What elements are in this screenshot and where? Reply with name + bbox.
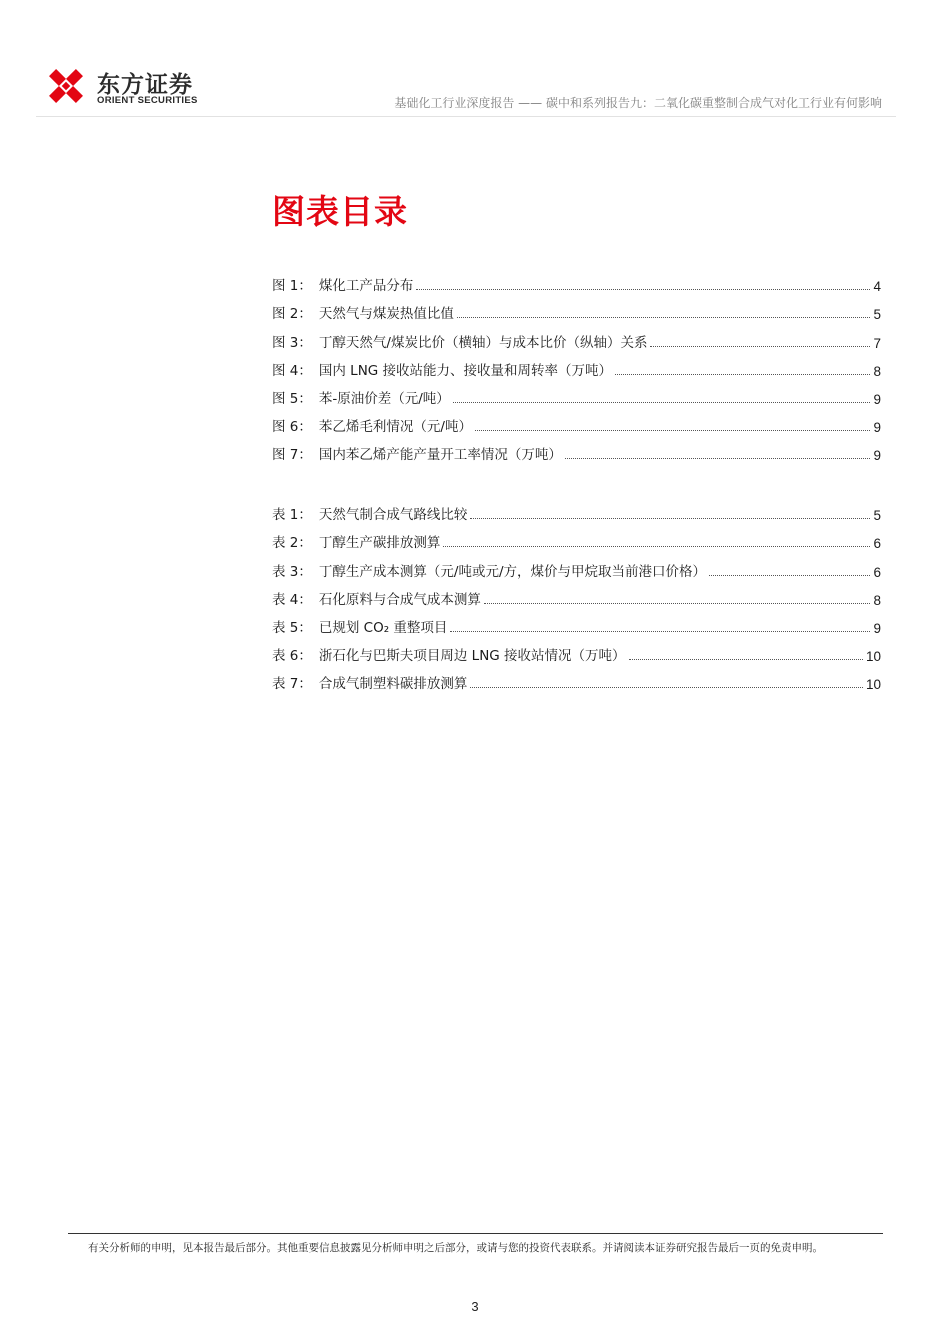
toc-entry-page: 9	[873, 420, 881, 436]
toc-entry[interactable]	[272, 523, 881, 551]
toc-entry-title: 苯乙烯毛利情况（元/吨）	[318, 419, 472, 436]
page-header	[0, 0, 950, 120]
footer-divider	[68, 1233, 883, 1234]
dot-leader	[709, 575, 870, 576]
toc-entry-page: 8	[873, 363, 881, 379]
toc-entry-title: 天然气制合成气路线比较	[318, 507, 468, 524]
toc-entry-page: 9	[873, 620, 881, 636]
toc-entry[interactable]	[272, 608, 881, 636]
toc-entry-title: 石化原料与合成气成本测算	[318, 591, 481, 608]
dot-leader	[443, 546, 870, 547]
toc-entry[interactable]	[272, 580, 881, 608]
toc-entry-label: 图 1：	[272, 278, 312, 295]
toc-entry-title: 国内苯乙烯产能产量开工率情况（万吨）	[318, 447, 562, 464]
footer-disclaimer: 有关分析师的申明，见本报告最后部分。其他重要信息披露见分析师申明之后部分，或请与您的投资代表联系。并请阅读本证券研究报告最后一页的免责申明。	[88, 1242, 823, 1254]
toc-entry-label: 图 2：	[272, 306, 312, 323]
dot-leader	[470, 518, 870, 519]
toc-entry[interactable]	[272, 636, 881, 664]
toc-entry-label: 表 7：	[272, 676, 312, 693]
toc-entry-page: 10	[865, 677, 881, 693]
toc-entry-page: 10	[865, 649, 881, 665]
toc-entry-label: 图 4：	[272, 362, 312, 379]
toc-entry-title: 合成气制塑料碳排放测算	[318, 676, 468, 693]
dot-leader	[615, 374, 870, 375]
toc-entry-label: 表 2：	[272, 535, 312, 552]
toc-entry-page: 5	[873, 508, 881, 524]
toc-entry-label: 表 5：	[272, 619, 312, 636]
dot-leader	[475, 430, 871, 431]
dot-leader	[457, 317, 871, 318]
toc-heading: 图表目录	[272, 192, 408, 231]
toc-entry-title: 丁醇生产成本测算（元/吨或元/方，煤价与甲烷取当前港口价格）	[318, 563, 706, 580]
toc-entry[interactable]	[272, 664, 881, 692]
toc-entry[interactable]	[272, 435, 881, 463]
dot-leader	[470, 687, 863, 688]
report-title: 基础化工行业深度报告 —— 碳中和系列报告九：二氧化碳重整制合成气对化工行业有何影响	[394, 96, 882, 110]
toc-entry[interactable]	[272, 379, 881, 407]
toc-entry-label: 表 6：	[272, 648, 312, 665]
toc-entry[interactable]	[272, 551, 881, 579]
toc-entry[interactable]	[272, 294, 881, 322]
toc-entry-page: 5	[873, 307, 881, 323]
toc-entry-page: 6	[873, 564, 881, 580]
dot-leader	[453, 402, 871, 403]
toc-entry-title: 已规划 CO₂ 重整项目	[318, 619, 448, 636]
dot-leader	[416, 289, 870, 290]
logo-chinese-name: 东方证券	[97, 72, 193, 98]
toc-entry-title: 国内 LNG 接收站能力、接收量和周转率（万吨）	[318, 362, 613, 379]
table-list	[272, 495, 881, 692]
dot-leader	[484, 603, 871, 604]
toc-entry-title: 丁醇生产碳排放测算	[318, 535, 441, 552]
toc-entry-title: 浙石化与巴斯夫项目周边 LNG 接收站情况（万吨）	[318, 648, 626, 665]
toc-entry-title: 煤化工产品分布	[318, 278, 414, 295]
toc-entry[interactable]	[272, 266, 881, 294]
figure-list	[272, 266, 881, 463]
toc-entry[interactable]	[272, 495, 881, 523]
toc-entry-label: 表 4：	[272, 591, 312, 608]
toc-entry-label: 图 7：	[272, 447, 312, 464]
toc-entry[interactable]	[272, 322, 881, 350]
header-divider	[36, 116, 896, 117]
toc-entry-label: 表 1：	[272, 507, 312, 524]
dot-leader	[450, 631, 870, 632]
toc-entry-title: 苯-原油价差（元/吨）	[318, 390, 450, 407]
toc-entry-page: 9	[873, 448, 881, 464]
toc-entry-label: 图 6：	[272, 419, 312, 436]
toc-entry-page: 7	[873, 335, 881, 351]
toc-entry-page: 8	[873, 592, 881, 608]
orient-securities-logo-icon	[44, 64, 88, 108]
dot-leader	[629, 659, 863, 660]
toc-entry-label: 图 5：	[272, 390, 312, 407]
toc-entry-page: 4	[873, 279, 881, 295]
logo-english-name: ORIENT SECURITIES	[97, 95, 198, 106]
dot-leader	[565, 458, 871, 459]
toc-entry-title: 丁醇天然气/煤炭比价（横轴）与成本比价（纵轴）关系	[318, 334, 648, 351]
toc-entry-page: 6	[873, 536, 881, 552]
toc-entry-label: 表 3：	[272, 563, 312, 580]
dot-leader	[650, 346, 870, 347]
toc-entry-title: 天然气与煤炭热值比值	[318, 306, 454, 323]
toc-entry[interactable]	[272, 351, 881, 379]
toc-entry-page: 9	[873, 391, 881, 407]
page-number: 3	[471, 1299, 479, 1314]
toc-entry-label: 图 3：	[272, 334, 312, 351]
toc-entry[interactable]	[272, 407, 881, 435]
